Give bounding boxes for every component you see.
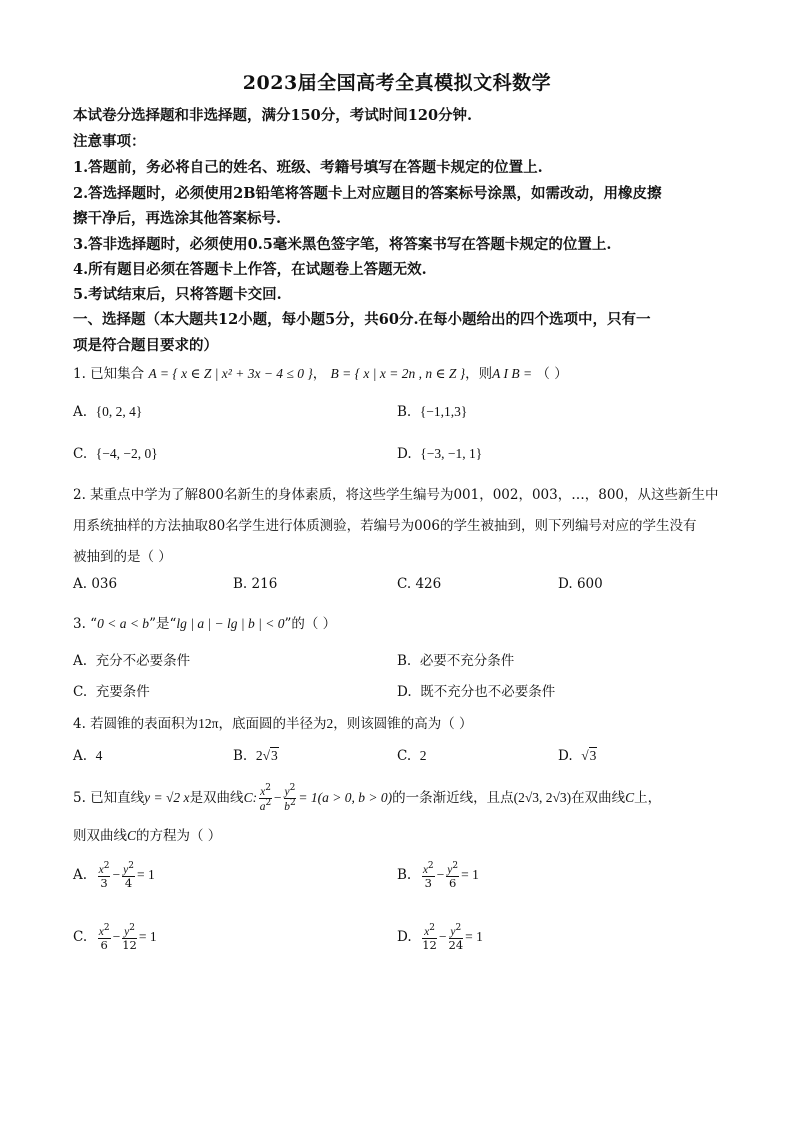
question-1-ask: ，则 [465,366,493,382]
question-4: 4. 若圆锥的表面积为12π，底面圆的半径为2，则该圆锥的高为（ ） [73,716,473,732]
option-c: C. 2 [397,748,427,764]
notice-line: 5.考试结束后，只将答题卡交回. [73,286,282,303]
answer-paren: （ ） [536,366,568,382]
question-3: 3. “0 < a < b”是“lg | a | − lg | b | < 0”的（ ） [73,616,337,632]
option-c: C. $\frac{x^2}{6}$ − $\frac{y^2}{12}$ = 1 [73,923,157,952]
option-b: B. {−1,1,3} [397,404,468,420]
option-d: D. 600 [558,576,603,592]
option-a: A. 4 [73,748,103,764]
set-a-expression: A = { x ∈ Z | x² + 3x − 4 ≤ 0 } [148,366,313,381]
question-2-line: 用系统抽样的方法抽取80名学生进行体质测验，若编号为006的学生被抽到，则下列编号对应的学生没有 [73,518,697,534]
notice-line: 2.答选择题时，必须使用2B铅笔将答题卡上对应题目的答案标号涂黑，如需改动，用橡皮擦 [73,185,662,202]
intersection-expression: A I B = [492,366,533,381]
notice-line: 擦干净后，再选涂其他答案标号. [73,210,282,227]
notice-line: 3.答非选择题时，必须使用0.5毫米黑色签字笔，将答案书写在答题卡规定的位置上. [73,236,612,253]
set-b-expression: B = { x | x = 2n , n ∈ Z } [330,366,466,381]
radius-value: 2 [326,716,334,731]
option-a: A. $\frac{x^2}{3}$ − $\frac{y^2}{4}$ = 1 [73,861,155,890]
section-heading: 一、选择题（本大题共12小题，每小题5分，共60分.在每小题给出的四个选项中，只有一 [73,311,651,328]
option-b: B. 216 [233,576,278,592]
surface-area: 12π [198,716,219,731]
question-2-line: 2. 某重点中学为了解800名新生的身体素质，将这些学生编号为001，002，003，…，800，从这些新生中 [73,487,719,503]
option-c: C. {−4, −2, 0} [73,446,158,462]
hyperbola-x-term: $\frac{x^2}{a^2}$ [259,783,272,813]
hyperbola-y-term: $\frac{y^2}{b^2}$ [284,783,296,813]
option-c: C. 426 [397,576,442,592]
option-d: D. {−3, −1, 1} [397,446,483,462]
question-1 [73,362,568,382]
condition-1: 0 < a < b [97,616,150,631]
question-5: 5. 已知直线y = √2 x是双曲线C: $\frac{x^2}{a^2}$ − $\frac{y^2}{b^2}$ = 1(a > 0, b > 0)的一条渐近线，且点(2√3, 2√3)在双曲线C上， [73,783,662,813]
option-b: B. 必要不充分条件 [397,653,515,669]
option-d: D. √3 [558,748,597,764]
exam-intro: 本试卷分选择题和非选择题，满分150分，考试时间120分钟. [73,107,473,124]
hyperbola-condition: = 1(a > 0, b > 0) [298,789,393,805]
option-b: B. 2√3 [233,748,278,764]
notice-line: 4.所有题目必须在答题卡上作答，在试题卷上答题无效. [73,261,427,278]
page-title: 2023届全国高考全真模拟文科数学 [242,72,552,94]
option-a: A. 充分不必要条件 [73,653,191,669]
section-heading: 项是符合题目要求的） [73,337,218,354]
question-5-line2: 则双曲线C的方程为（ ） [73,828,222,844]
question-1-sep: ， [312,366,327,382]
option-d: D. $\frac{x^2}{12}$ − $\frac{y^2}{24}$ = 1 [397,923,483,952]
option-a: A. 036 [73,576,118,592]
option-d: D. 既不充分也不必要条件 [397,684,556,700]
option-b: B. $\frac{x^2}{3}$ − $\frac{y^2}{6}$ = 1 [397,861,479,890]
condition-2: lg | a | − lg | b | < 0 [176,616,285,631]
option-a: A. {0, 2, 4} [73,404,143,420]
question-1-prefix: 1. 已知集合 [73,366,145,382]
option-c: C. 充要条件 [73,684,150,700]
notice-heading: 注意事项： [73,133,146,150]
notice-line: 1.答题前，务必将自己的姓名、班级、考籍号填写在答题卡规定的位置上. [73,159,543,176]
line-equation: y = √2 x [144,789,190,805]
point-coordinates: (2√3, 2√3) [513,789,572,805]
question-2-line: 被抽到的是（ ） [73,549,172,565]
